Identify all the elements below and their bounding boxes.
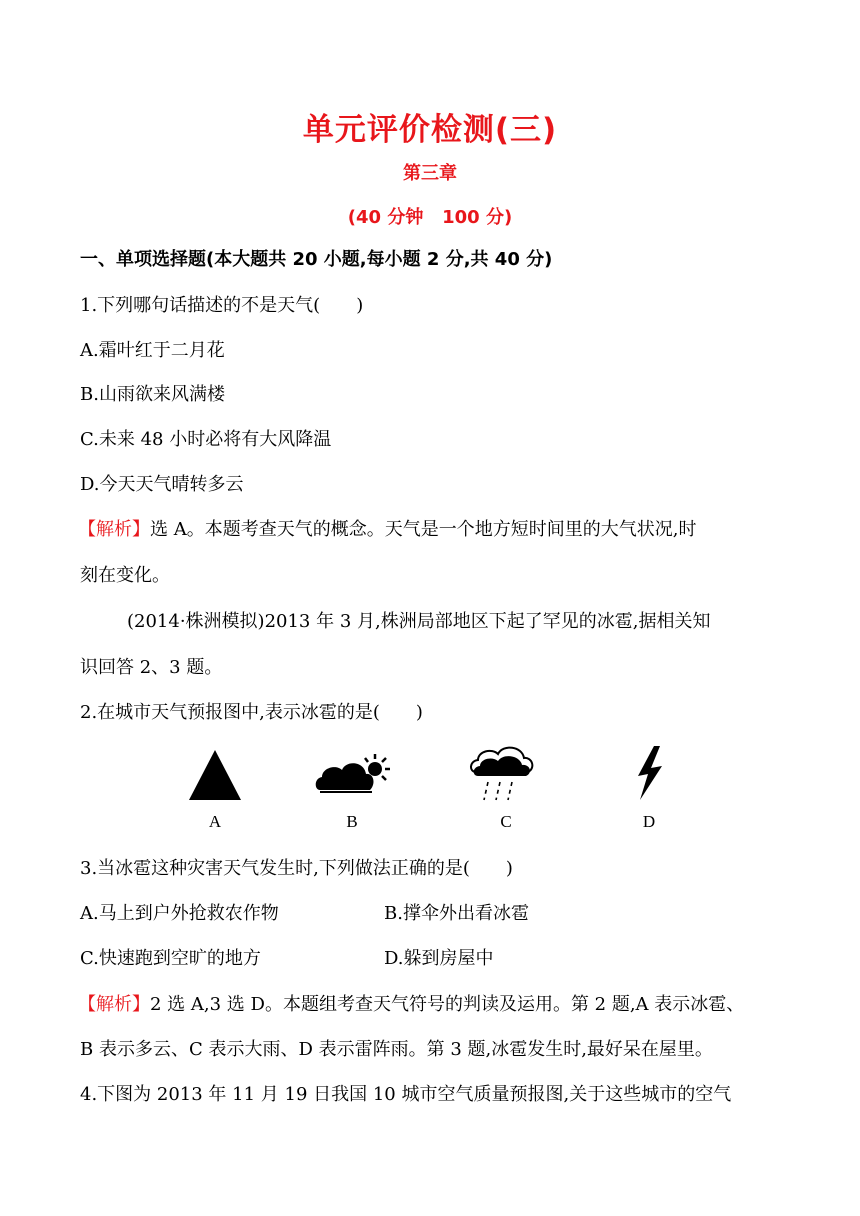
weather-symbols-figure bbox=[170, 742, 670, 837]
material-intro: (2014·株洲模拟)2013 年 3 月,株洲局部地区下起了罕见的冰雹,据相关知 bbox=[127, 611, 711, 632]
question-1-option-d: D.今天天气晴转多云 bbox=[80, 474, 244, 495]
section-heading: 一、单项选择题(本大题共 20 小题,每小题 2 分,共 40 分) bbox=[80, 249, 553, 270]
question-3-option-b: B.撑伞外出看冰雹 bbox=[384, 903, 529, 924]
analysis-tag: 【解析】 bbox=[78, 519, 150, 540]
question-1-option-c: C.未来 48 小时必将有大风降温 bbox=[80, 429, 332, 450]
question-1-option-a: A.霜叶红于二月花 bbox=[80, 340, 225, 361]
question-3-analysis bbox=[78, 993, 788, 1017]
question-1-analysis bbox=[78, 518, 788, 542]
figure-option-b bbox=[307, 742, 397, 837]
analysis-tag: 【解析】 bbox=[78, 994, 150, 1015]
question-2-stem: 2.在城市天气预报图中,表示冰雹的是( ) bbox=[80, 702, 423, 723]
lightning-icon bbox=[624, 742, 674, 804]
page-title: 单元评价检测(三) bbox=[302, 112, 558, 148]
triangle-icon bbox=[185, 742, 245, 804]
analysis-text: 选 A。本题考查天气的概念。天气是一个地方短时间里的大气状况,时 bbox=[150, 519, 697, 540]
chapter-label: 第三章 bbox=[403, 163, 457, 184]
figure-option-c bbox=[461, 742, 551, 837]
question-3-option-d: D.躲到房屋中 bbox=[384, 948, 494, 969]
question-3-analysis-cont: B 表示多云、C 表示大雨、D 表示雷阵雨。第 3 题,冰雹发生时,最好呆在屋里。 bbox=[80, 1039, 713, 1060]
question-1-stem: 1.下列哪句话描述的不是天气( ) bbox=[80, 295, 364, 316]
figure-option-a bbox=[170, 742, 260, 837]
cloudy-sun-icon bbox=[312, 742, 392, 804]
cloud-rain-icon bbox=[466, 742, 546, 804]
figure-option-d bbox=[604, 742, 694, 837]
figure-label-d: D bbox=[642, 812, 656, 831]
material-intro-cont: 识回答 2、3 题。 bbox=[80, 657, 223, 678]
figure-label-a: A bbox=[208, 812, 222, 831]
question-3-option-a: A.马上到户外抢救农作物 bbox=[80, 903, 279, 924]
question-1-option-b: B.山雨欲来风满楼 bbox=[80, 384, 225, 405]
question-3-option-c: C.快速跑到空旷的地方 bbox=[80, 948, 261, 969]
figure-label-c: C bbox=[500, 812, 512, 831]
exam-timing: (40 分钟 100 分) bbox=[347, 207, 513, 228]
question-4-stem: 4.下图为 2013 年 11 月 19 日我国 10 城市空气质量预报图,关于这些城市的空气 bbox=[80, 1084, 732, 1105]
question-1-analysis-cont: 刻在变化。 bbox=[80, 565, 170, 586]
figure-label-b: B bbox=[346, 812, 358, 831]
analysis-text: 2 选 A,3 选 D。本题组考查天气符号的判读及运用。第 2 题,A 表示冰雹、 bbox=[150, 994, 745, 1015]
question-3-stem: 3.当冰雹这种灾害天气发生时,下列做法正确的是( ) bbox=[80, 858, 513, 879]
